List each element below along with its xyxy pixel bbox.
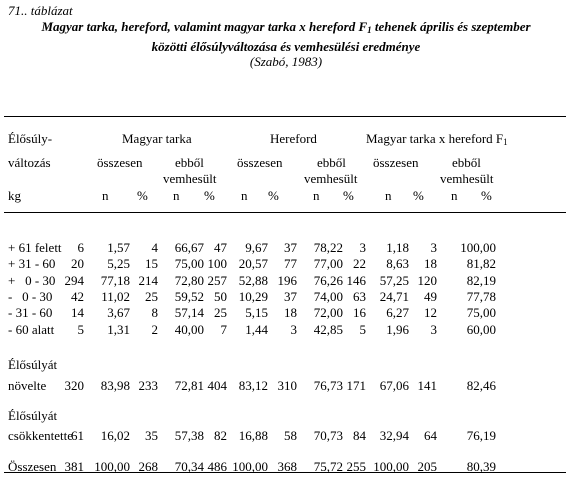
table-cell: 74,00 — [313, 289, 343, 304]
table-cell: 3 — [290, 322, 297, 337]
table-cell: 42,85 — [313, 322, 343, 337]
table-cell: 3 — [430, 240, 437, 255]
summary-cell: 32,94 — [379, 428, 409, 443]
summary-cell: 268 — [138, 459, 158, 474]
table-cell: 14 — [71, 305, 84, 320]
table-cell: 77,18 — [100, 273, 130, 288]
table-cell: 18 — [424, 256, 437, 271]
table-cell: 196 — [277, 273, 297, 288]
header-elosuly: Élősúly- — [8, 131, 53, 146]
summary-cell: 83,98 — [100, 378, 130, 393]
table-cell: 214 — [138, 273, 158, 288]
header-pct-5: % — [413, 188, 424, 203]
table-cell: 294 — [64, 273, 84, 288]
summary-cell: 67,06 — [379, 378, 409, 393]
table-cell: 3,67 — [107, 305, 130, 320]
header-pct-2: % — [204, 188, 215, 203]
summary-cell: 100,00 — [373, 459, 409, 474]
header-n-6: n — [451, 188, 458, 203]
table-cell: 5,15 — [245, 305, 268, 320]
summary-cell: 16,02 — [100, 428, 130, 443]
header-kg: kg — [8, 188, 21, 203]
table-cell: 47 — [214, 240, 227, 255]
table-cell: 57,14 — [174, 305, 204, 320]
summary-cell: 100,00 — [232, 459, 268, 474]
table-cell: 100,00 — [460, 240, 496, 255]
table-cell: 75,00 — [174, 256, 204, 271]
table-cell: 8 — [151, 305, 158, 320]
table-cell: 77,78 — [466, 289, 496, 304]
header-n-2: n — [173, 188, 180, 203]
header-n-5: n — [385, 188, 392, 203]
table-cell: 72,00 — [313, 305, 343, 320]
summary-cell: 83,12 — [238, 378, 268, 393]
table-cell: 9,67 — [245, 240, 268, 255]
table-cell: 50 — [214, 289, 227, 304]
summary-cell: 84 — [353, 428, 366, 443]
table-source: (Szabó, 1983) — [249, 54, 323, 69]
table-cell: 66,67 — [174, 240, 204, 255]
table-cell: 257 — [207, 273, 227, 288]
header-n-1: n — [102, 188, 109, 203]
table-cell: 1,31 — [107, 322, 130, 337]
table-number: 71.. táblázat — [8, 3, 73, 18]
table-cell: 10,29 — [238, 289, 268, 304]
table-cell: 5,25 — [107, 256, 130, 271]
table-cell: 82,19 — [466, 273, 496, 288]
header-ebbol-3: ebből — [452, 155, 481, 170]
table-cell: 1,18 — [386, 240, 409, 255]
row-label: - 60 alatt — [8, 322, 55, 337]
table-cell: 22 — [353, 256, 366, 271]
group-magyar-tarka: Magyar tarka — [122, 131, 192, 146]
table-cell: 3 — [430, 322, 437, 337]
summary-cell: 100,00 — [94, 459, 130, 474]
summary-cell: 141 — [417, 378, 437, 393]
row-label: + 31 - 60 — [8, 256, 56, 271]
table-cell: 6 — [77, 240, 84, 255]
summary-cell: 205 — [417, 459, 437, 474]
summary-cell: 70,73 — [313, 428, 343, 443]
table-cell: 77 — [284, 256, 297, 271]
summary-cell: 404 — [207, 378, 227, 393]
table-cell: 78,22 — [313, 240, 343, 255]
table-cell: 59,52 — [174, 289, 204, 304]
table-cell: 8,63 — [386, 256, 409, 271]
header-osszesen-3: összesen — [373, 155, 419, 170]
summary-cell: 76,19 — [466, 428, 496, 443]
header-vemhesult-3: vemhesült — [440, 171, 494, 186]
table-cell: 1,44 — [245, 322, 268, 337]
header-rule — [4, 212, 566, 213]
summary-cell: 58 — [284, 428, 297, 443]
table-cell: 37 — [284, 289, 297, 304]
summary-cell: 368 — [277, 459, 297, 474]
table-cell: 4 — [151, 240, 158, 255]
group-cross — [366, 131, 508, 150]
table-cell: 120 — [417, 273, 437, 288]
header-n-4: n — [313, 188, 320, 203]
header-pct-6: % — [481, 188, 492, 203]
summary-cell: 70,34 — [174, 459, 204, 474]
row-label: + 0 - 30 — [8, 273, 56, 288]
table-cell: 1,57 — [107, 240, 130, 255]
table-cell: 25 — [145, 289, 158, 304]
table-cell: 52,88 — [238, 273, 268, 288]
table-cell: 20,57 — [238, 256, 268, 271]
table-cell: 72,80 — [174, 273, 204, 288]
summary-cell: 255 — [346, 459, 366, 474]
table-cell: 11,02 — [101, 289, 130, 304]
summary-cell: 171 — [346, 378, 366, 393]
summary-cell: 61 — [71, 428, 84, 443]
summary-cell: 233 — [138, 378, 158, 393]
summary-cell: 35 — [145, 428, 158, 443]
summary-cell: 82 — [214, 428, 227, 443]
header-n-3: n — [241, 188, 248, 203]
row-label: - 31 - 60 — [8, 305, 53, 320]
summary-cell: 75,72 — [313, 459, 343, 474]
table-cell: 18 — [284, 305, 297, 320]
table-cell: 12 — [424, 305, 437, 320]
table-cell: 1,96 — [386, 322, 409, 337]
table-cell: 5 — [77, 322, 84, 337]
table-cell: 25 — [214, 305, 227, 320]
header-valtozas: változás — [8, 155, 51, 170]
row-label: + 61 felett — [8, 240, 62, 255]
summary-cell: 64 — [424, 428, 437, 443]
top-rule — [4, 116, 566, 117]
group-cross-subscript: 1 — [503, 137, 508, 147]
table-cell: 63 — [353, 289, 366, 304]
summary-label: Élősúlyát — [8, 357, 58, 372]
summary-cell: 82,46 — [466, 378, 496, 393]
table-cell: 60,00 — [466, 322, 496, 337]
summary-cell: 76,73 — [313, 378, 343, 393]
table-cell: 42 — [71, 289, 84, 304]
table-cell: 2 — [151, 322, 158, 337]
summary-cell: 80,39 — [466, 459, 496, 474]
table-cell: 77,00 — [313, 256, 343, 271]
title-line1-post: tehenek április és szeptember — [371, 19, 531, 34]
table-title-line2: közötti élősúlyváltozása és vemhesülési eredménye — [151, 39, 421, 54]
header-pct-4: % — [343, 188, 354, 203]
header-ebbol-1: ebből — [175, 155, 204, 170]
table-title — [8, 19, 564, 38]
title-subscript: 1 — [367, 25, 372, 35]
table-cell: 24,71 — [379, 289, 409, 304]
table-cell: 100 — [207, 256, 227, 271]
header-pct-3: % — [268, 188, 279, 203]
header-ebbol-2: ebből — [317, 155, 346, 170]
summary-cell: 486 — [207, 459, 227, 474]
table-cell: 49 — [424, 289, 437, 304]
header-vemhesult-1: vemhesült — [163, 171, 217, 186]
header-osszesen-1: összesen — [97, 155, 143, 170]
summary-cell: 16,88 — [238, 428, 268, 443]
table-cell: 7 — [220, 322, 227, 337]
summary-cell: 72,81 — [174, 378, 204, 393]
summary-label: növelte — [8, 378, 47, 393]
table-cell: 40,00 — [174, 322, 204, 337]
table-cell: 37 — [284, 240, 297, 255]
header-pct-1: % — [137, 188, 148, 203]
table-cell: 3 — [359, 240, 366, 255]
row-label: - 0 - 30 — [8, 289, 53, 304]
table-cell: 16 — [353, 305, 366, 320]
title-line1-pre: Magyar tarka, hereford, valamint magyar tarka x hereford F — [41, 19, 368, 34]
table-cell: 76,26 — [313, 273, 343, 288]
table-cell: 146 — [346, 273, 366, 288]
summary-label: csökkentette — [8, 428, 73, 443]
summary-label: Összesen — [8, 459, 57, 474]
table-cell: 6,27 — [386, 305, 409, 320]
summary-cell: 381 — [64, 459, 84, 474]
table-cell: 5 — [359, 322, 366, 337]
table-cell: 81,82 — [466, 256, 496, 271]
table-cell: 75,00 — [466, 305, 496, 320]
group-cross-text: Magyar tarka x hereford F — [366, 131, 504, 146]
table-caption — [8, 4, 564, 69]
header-vemhesult-2: vemhesült — [304, 171, 358, 186]
table-cell: 15 — [145, 256, 158, 271]
summary-label: Élősúlyát — [8, 408, 58, 423]
table-cell: 20 — [71, 256, 84, 271]
table-cell: 57,25 — [379, 273, 409, 288]
header-osszesen-2: összesen — [237, 155, 283, 170]
summary-cell: 57,38 — [174, 428, 204, 443]
summary-cell: 320 — [64, 378, 84, 393]
summary-cell: 310 — [277, 378, 297, 393]
group-hereford: Hereford — [270, 131, 317, 146]
